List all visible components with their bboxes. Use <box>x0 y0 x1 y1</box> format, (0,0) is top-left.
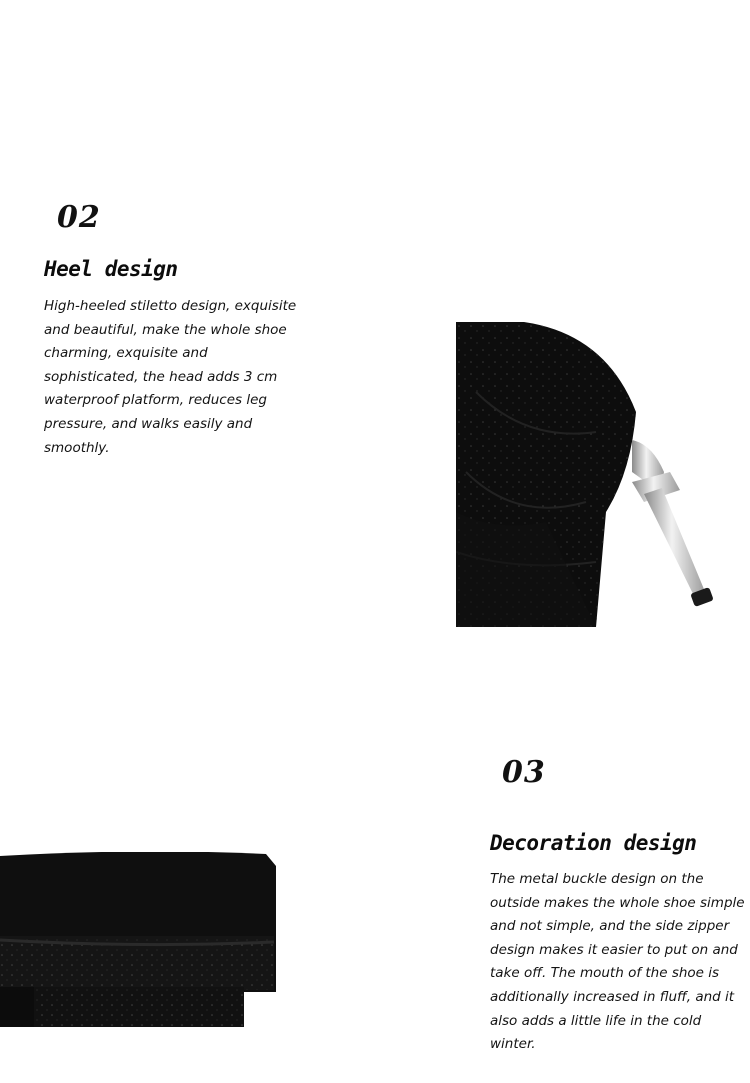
section-description: High-heeled stiletto design, exquisite and beautiful, make the whole shoe charming, exquisite and sophisticated, the head adds 3 cm waterproof platform, reduces leg pressure, and walks easily and smoothly. <box>44 298 297 456</box>
boot-collar-closeup-image <box>0 852 276 1027</box>
section-number: 03 <box>502 755 546 790</box>
heel-closeup-image <box>456 322 740 627</box>
heel-photo <box>456 322 740 627</box>
section-description: The metal buckle design on the outside makes the whole shoe simple and not simple, and the side zipper design makes it easier to put on and take off. The mouth of the shoe is additionally increased in fluff, and it also adds a little life in the cold winter. <box>490 871 745 1053</box>
section-heading: Decoration design <box>490 831 697 855</box>
collar-photo <box>0 852 276 1027</box>
section-heading: Heel design <box>44 257 178 281</box>
section-number: 02 <box>57 200 101 235</box>
